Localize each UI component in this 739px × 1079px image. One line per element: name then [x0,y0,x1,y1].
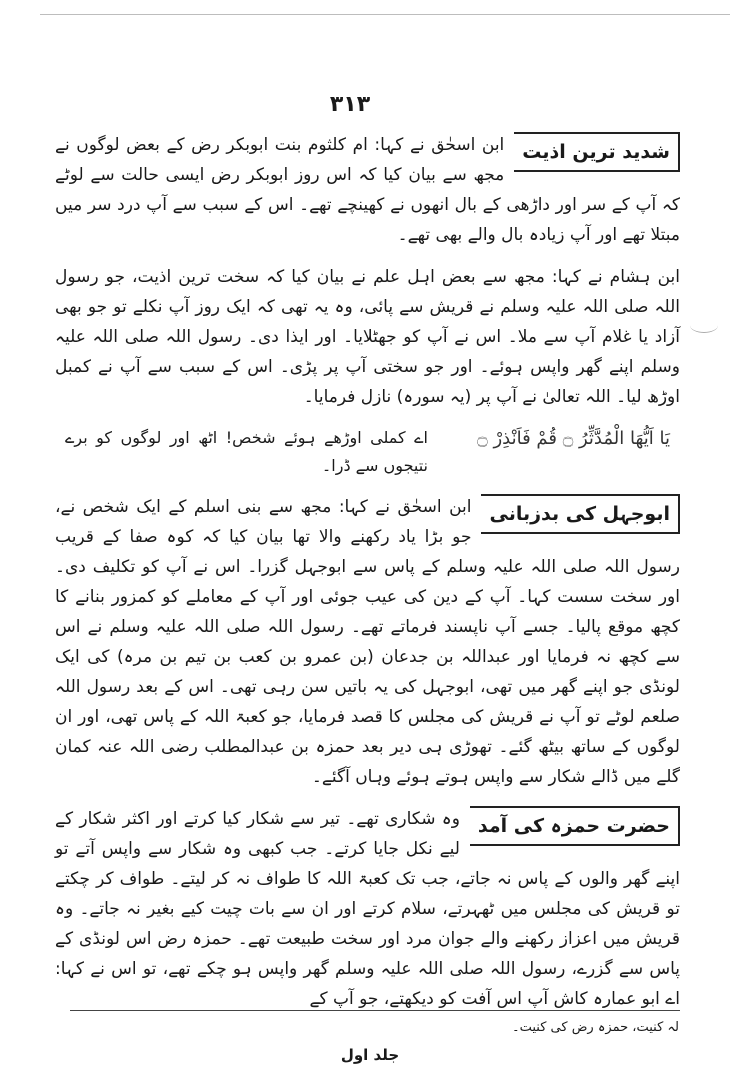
quote-translation: اے کملی اوڑھے ہوئے شخص! اٹھ اور لوگوں کو برے نتیجوں سے ڈرا۔ [65,428,428,475]
section-heading: شدید ترین اذیت [514,132,680,172]
page-number: ٣١٣ [329,92,371,117]
footnote: لہ کنیت، حمزہ رض کی کنیت۔ [511,1020,679,1035]
quote-arabic: یَا اَیُّهَا الْمُدَّثِّرُ ۝ قُمْ فَاَنْذِرْ ۝ [477,428,670,449]
paragraph: ابن اسحٰق نے کہا: ام کلثوم بنت ابوبکر رض کے بعض لوگوں نے مجھ سے بیان کیا کہ اس روز ابوبکر رض ایسی حالت سے لوٹے کہ آپ کے سر اور داڑھی کے بال انھوں نے کھینچے تھے۔ اس کے سبب سے آپ درد سر میں مبتلا تھے اور آپ زیادہ بال والے بھی تھے۔ [55,135,680,245]
section-abu-jahl-abuse [55,492,680,792]
section-hamza-arrival [55,804,680,1014]
top-rule [40,14,730,15]
paragraph: وہ شکاری تھے۔ تیر سے شکار کیا کرتے اور اکثر شکار کے لیے نکل جایا کرتے۔ جب کبھی وہ شکار سے واپس آتے تو اپنے گھر والوں کے پاس نہ جاتے، جب تک کعبۃ اللہ کا طواف نہ کر لیتے۔ طواف کر چکتے تو قریش کی مجلس میں ٹھہرتے، سلام کرتے اور ان سے بات چیت کیے بغیر نہ جاتے۔ وہ قریش میں اعزاز رکھنے والے جوان مرد اور سخت طبیعت تھے۔ حمزہ رض اس لونڈی کے پاس سے گزرے، رسول اللہ صلی اللہ علیہ وسلم گھر واپس ہو چکے تھے، تو اس نے کہا: اے ابو عمارہ کاش آپ اس آفت کو دیکھتے، جو آپ کے [55,809,680,1009]
section-heading: حضرت حمزہ کی آمد [470,806,680,846]
page-body [55,130,680,1026]
footnote-divider [70,1010,680,1011]
paragraph: ابن اسحٰق نے کہا: مجھ سے بنی اسلم کے ایک شخص نے، جو بڑا یاد رکھنے والا تھا بیان کیا کہ کوہ صفا کے قریب رسول اللہ صلی اللہ علیہ وسلم کے پاس سے ابوجہل گزرا۔ اس نے آپ کو تکلیف دی۔ اور سخت سست کہا۔ آپ کے دین کی عیب جوئی اور آپ کے معاملے کو کمزور بنانے کا کچھ موقع پالیا۔ جسے آپ ناپسند فرماتے تھے۔ رسول اللہ صلی اللہ علیہ وسلم نے اس سے کچھ نہ فرمایا اور عبداللہ بن جدعان (بن عمرو بن کعب بن تیم بن مرہ) کی ایک لونڈی جو اپنے گھر میں تھی، ابوجہل کی یہ باتیں سن رہی تھی۔ اس کے بعد رسول اللہ صلعم لوٹے تو آپ نے قریش کی مجلس کا قصد فرمایا، جو کعبۃ اللہ کے پاس تھی، اور ان لوگوں کے ساتھ بیٹھ گئے۔ تھوڑی ہی دیر بعد حمزہ بن عبدالمطلب رضی اللہ عنہ کمان گلے میں ڈالے شکار سے واپس ہوتے ہوئے وہاں آگئے۔ [55,497,680,787]
margin-mark [690,318,718,333]
paragraph: ابن ہشام نے کہا: مجھ سے بعض اہل علم نے بیان کیا کہ سخت ترین اذیت، جو رسول اللہ صلی اللہ علیہ وسلم نے قریش سے پائی، وہ یہ تھی کہ ایک روز آپ نکلے تو جو بھی آزاد یا غلام آپ سے ملا۔ اس نے آپ کو جھٹلایا۔ اور ایذا دی۔ رسول اللہ صلی اللہ علیہ وسلم اپنے گھر واپس ہوئے۔ اور جو سختی آپ پر پڑی۔ اس کے سبب سے آپ نے کمبل اوڑھ لیا۔ اللہ تعالیٰ نے آپ پر (یہ سورہ) نازل فرمایا۔ [55,267,680,407]
volume-label: جلد اول [340,1046,400,1064]
quran-quote [65,424,670,480]
section-heading: ابوجہل کی بدزبانی [481,494,680,534]
section-severest-persecution [55,130,680,480]
